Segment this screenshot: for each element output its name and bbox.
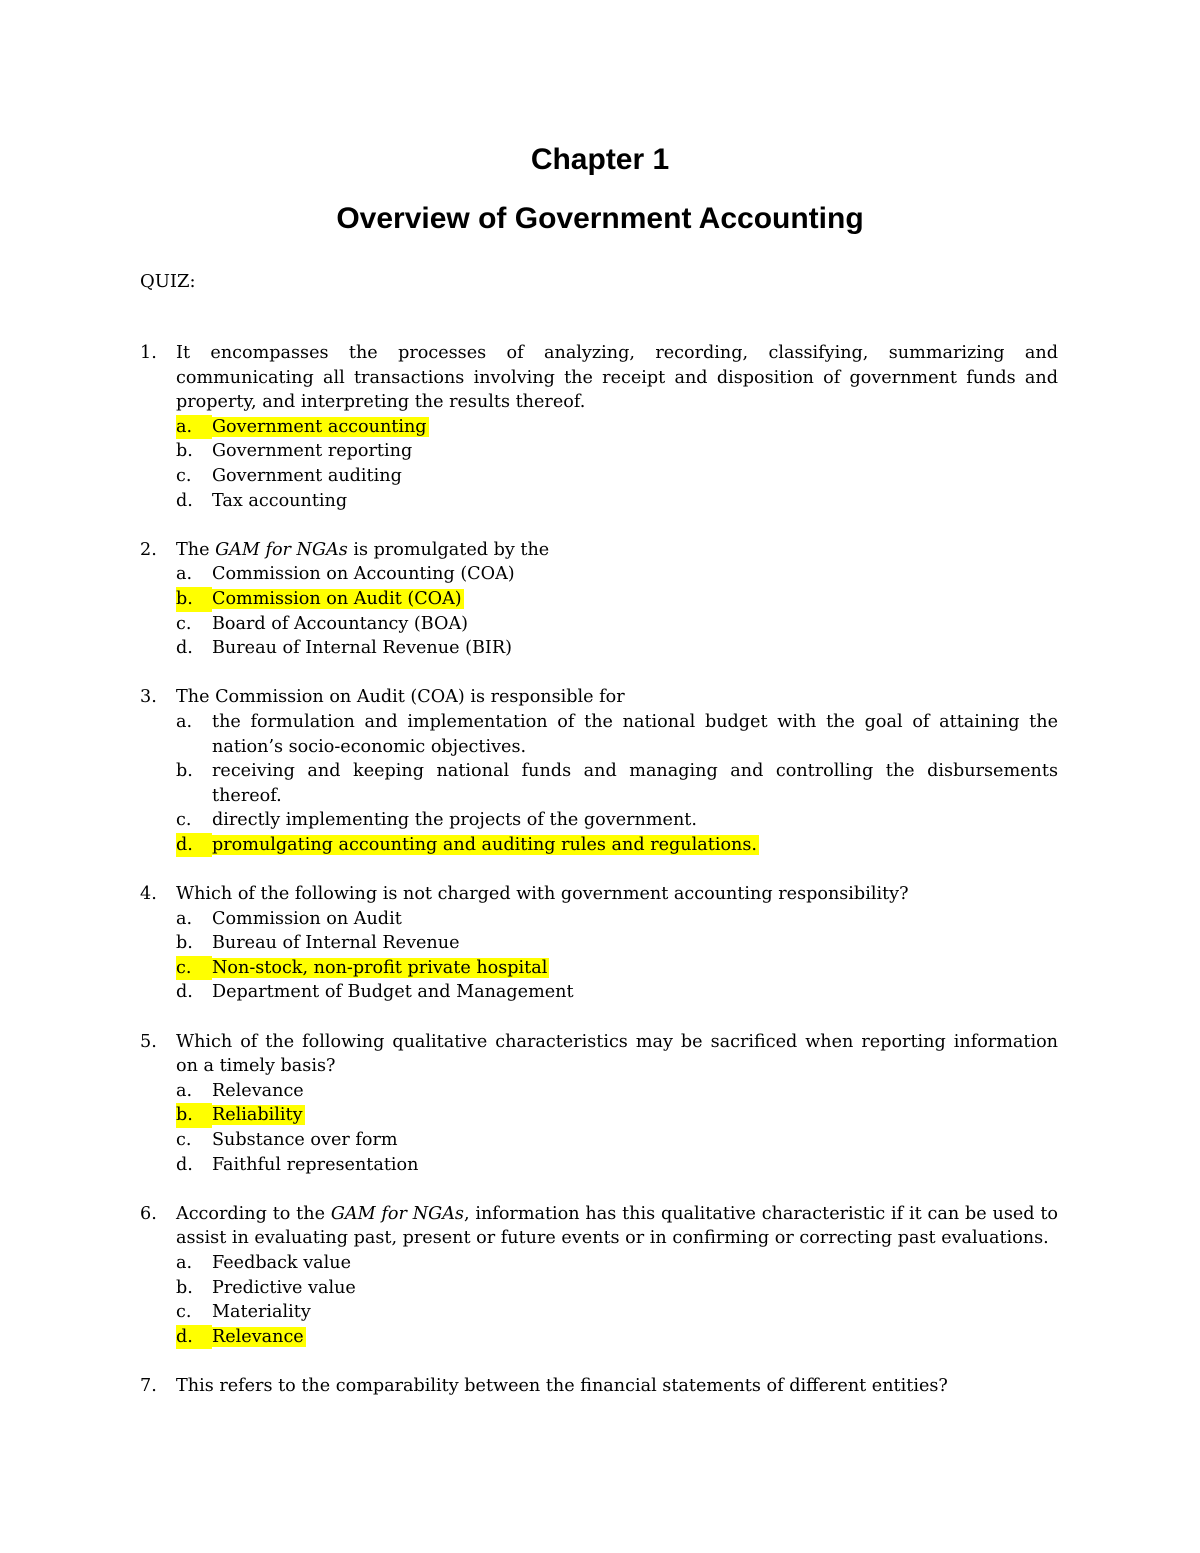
- option-a: [176, 1079, 1058, 1104]
- option-letter: a.: [176, 1080, 193, 1101]
- option-text-answer: Commission on Audit (COA): [212, 588, 462, 609]
- option-letter: b.: [176, 1103, 212, 1128]
- option-letter: a.: [176, 415, 212, 440]
- question-text: This refers to the comparability between the financial statements of different entities?: [176, 1375, 948, 1396]
- option-text-answer: Relevance: [212, 1326, 304, 1347]
- option-text: Substance over form: [212, 1130, 398, 1150]
- option-letter: d.: [176, 490, 193, 511]
- question-number: 2.: [140, 539, 157, 560]
- option-b: [176, 587, 1058, 612]
- question-text-italic: GAM for NGAs: [330, 1203, 464, 1224]
- question-text-part: According to the: [176, 1203, 331, 1224]
- option-text-answer: Non-stock, non-profit private hospital: [212, 957, 548, 978]
- question-text: It encompasses the processes of analyzing, recording, classifying, summarizing and communicating all transactions involving the receipt and disposition of government funds and property, and interpreting the results thereof.: [176, 343, 1058, 413]
- question-list: [140, 341, 1058, 1423]
- question-text: The Commission on Audit (COA) is responsible for: [176, 687, 625, 708]
- option-letter: c.: [176, 613, 192, 634]
- option-text: Feedback value: [212, 1252, 351, 1273]
- option-d: [176, 980, 1058, 1005]
- option-text: Bureau of Internal Revenue: [212, 933, 460, 954]
- option-text: Commission on Audit: [212, 908, 402, 929]
- question-text-part: The: [176, 539, 216, 560]
- option-text: Predictive value: [212, 1277, 356, 1298]
- option-letter: d.: [176, 638, 193, 659]
- option-text: Government reporting: [212, 441, 413, 462]
- option-c: [176, 1300, 1058, 1325]
- option-b: [176, 1276, 1058, 1301]
- option-c: [176, 956, 1058, 981]
- option-text: Relevance: [212, 1080, 304, 1101]
- question-2: [140, 538, 1058, 661]
- option-text: Commission on Accounting (COA): [212, 564, 515, 585]
- question-number: 4.: [140, 884, 157, 905]
- option-letter: d.: [176, 833, 212, 858]
- question-text: [176, 538, 1058, 563]
- option-d: [176, 1325, 1058, 1350]
- option-letter: b.: [176, 933, 193, 954]
- question-4: [140, 882, 1058, 1005]
- question-text: Which of the following qualitative characteristics may be sacrificed when reporting information on a timely basis?: [176, 1031, 1058, 1077]
- page-title: Overview of Government Accounting: [336, 202, 864, 235]
- question-text: Which of the following is not charged with government accounting responsibility?: [176, 884, 909, 905]
- option-text: Bureau of Internal Revenue (BIR): [212, 638, 512, 659]
- option-letter: c.: [176, 956, 212, 981]
- option-d: [176, 833, 1058, 858]
- option-letter: c.: [176, 1130, 192, 1150]
- question-text-part: is promulgated by the: [347, 539, 550, 560]
- option-a: [176, 710, 1058, 759]
- question-5: [140, 1030, 1058, 1178]
- option-d: [176, 489, 1058, 514]
- question-text-part: , information has this qualitative characteristic if it can be used to assist in evaluating past, present or future events or in confirming or correcting past evaluations.: [176, 1203, 1058, 1249]
- option-d: [176, 1153, 1058, 1178]
- option-letter: b.: [176, 587, 212, 612]
- option-text: Board of Accountancy (BOA): [212, 613, 469, 634]
- question-number: 6.: [140, 1203, 157, 1224]
- option-b: [176, 759, 1058, 808]
- option-text: Department of Budget and Management: [212, 982, 574, 1003]
- question-6: [140, 1202, 1058, 1350]
- question-number: 3.: [140, 687, 157, 708]
- option-letter: d.: [176, 982, 193, 1003]
- question-number: 1.: [140, 343, 157, 363]
- question-number: 5.: [140, 1031, 157, 1052]
- option-letter: d.: [176, 1154, 193, 1175]
- question-1: [140, 341, 1058, 513]
- option-c: [176, 1128, 1058, 1153]
- option-text: directly implementing the projects of the government.: [212, 810, 697, 831]
- option-letter: c.: [176, 810, 192, 831]
- option-text: Materiality: [212, 1302, 311, 1323]
- option-text-answer: promulgating accounting and auditing rules and regulations.: [212, 834, 757, 855]
- option-text: Government auditing: [212, 465, 402, 486]
- option-text: Faithful representation: [212, 1154, 419, 1175]
- option-text-answer: Government accounting: [212, 416, 427, 437]
- option-letter: b.: [176, 441, 193, 462]
- option-text: receiving and keeping national funds and managing and controlling the disbursements thereof.: [212, 761, 1058, 806]
- question-text-italic: GAM for NGAs: [215, 539, 348, 560]
- option-c: [176, 612, 1058, 637]
- option-text-answer: Reliability: [212, 1105, 303, 1126]
- option-letter: a.: [176, 711, 193, 732]
- option-d: [176, 636, 1058, 661]
- question-text: [176, 1202, 1058, 1251]
- option-b: [176, 439, 1058, 464]
- question-number: 7.: [140, 1375, 157, 1396]
- option-c: [176, 464, 1058, 489]
- option-letter: a.: [176, 1252, 193, 1273]
- option-text: Tax accounting: [212, 490, 348, 511]
- option-letter: b.: [176, 761, 193, 782]
- option-letter: a.: [176, 564, 193, 585]
- option-a: [176, 415, 1058, 440]
- option-b: [176, 1103, 1058, 1128]
- option-a: [176, 907, 1058, 932]
- question-7: [140, 1374, 1058, 1399]
- option-text: the formulation and implementation of the national budget with the goal of attaining the nation’s socio-economic objectives.: [212, 711, 1058, 757]
- option-a: [176, 562, 1058, 587]
- option-letter: d.: [176, 1325, 212, 1350]
- chapter-heading: Chapter 1: [530, 143, 670, 176]
- option-a: [176, 1251, 1058, 1276]
- quiz-label: QUIZ:: [140, 271, 196, 292]
- option-b: [176, 931, 1058, 956]
- option-letter: c.: [176, 1302, 192, 1323]
- option-letter: c.: [176, 465, 192, 486]
- option-letter: a.: [176, 908, 193, 929]
- question-3: [140, 685, 1058, 857]
- option-c: [176, 808, 1058, 833]
- option-letter: b.: [176, 1277, 193, 1298]
